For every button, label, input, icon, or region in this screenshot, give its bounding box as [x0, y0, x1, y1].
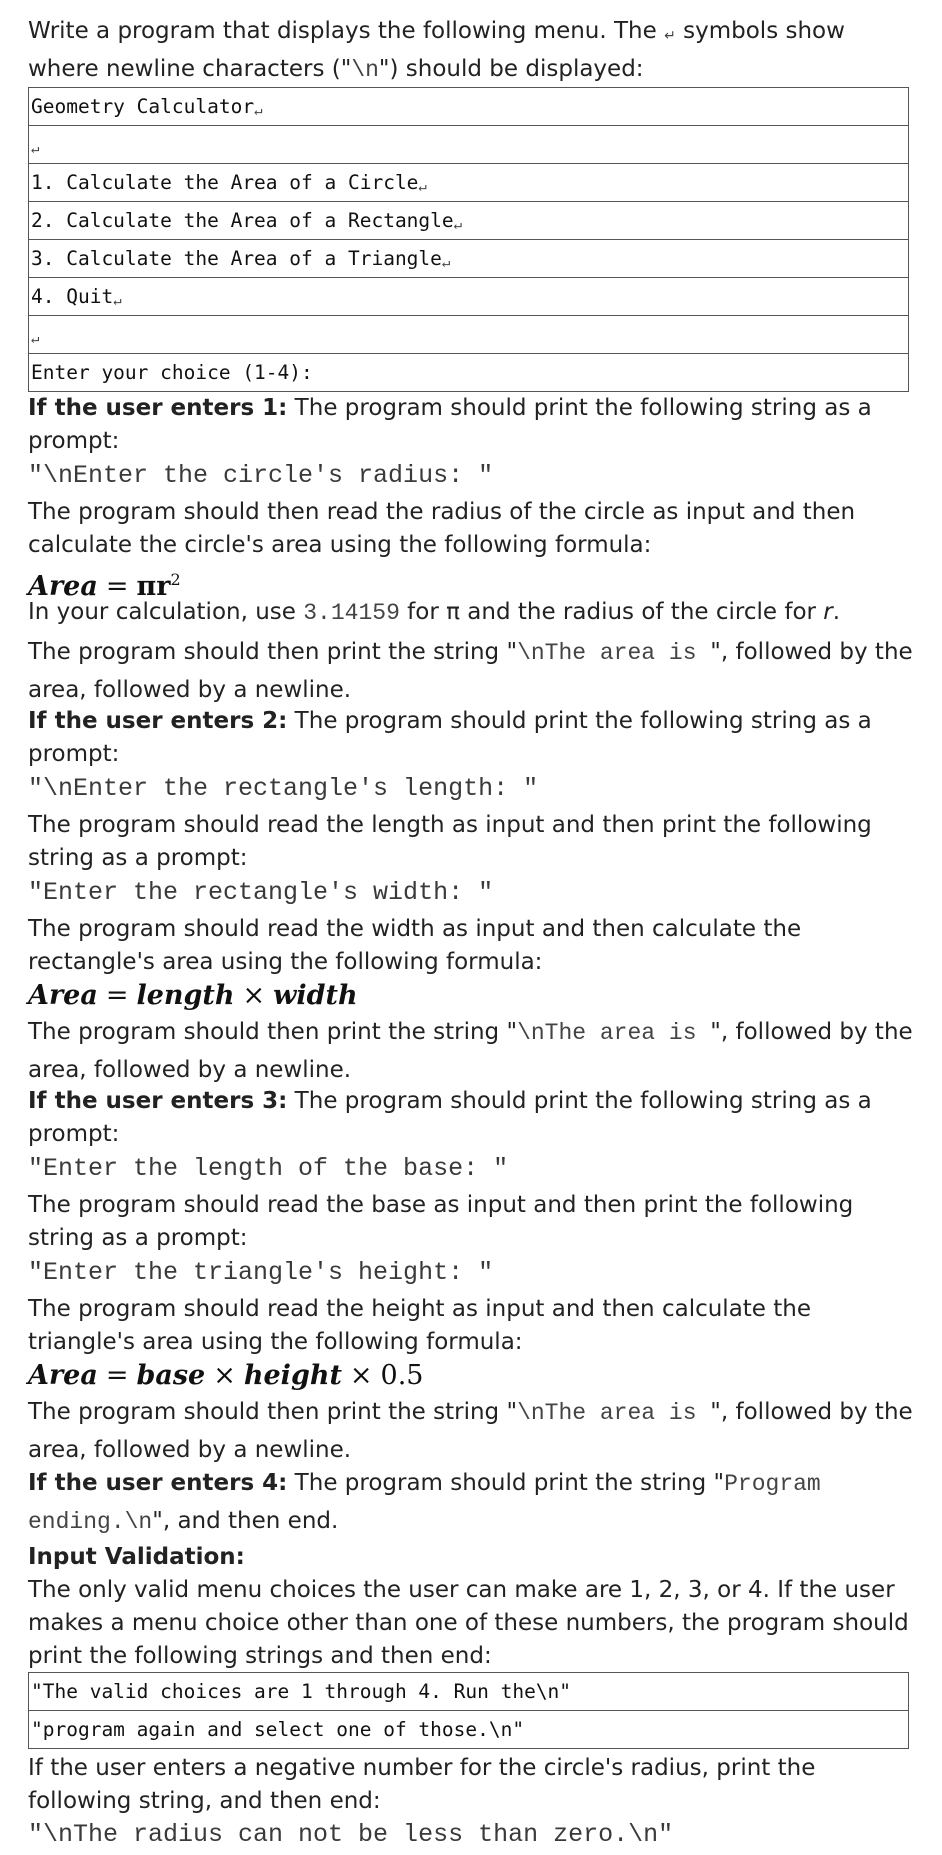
validation-paragraph: If the user enters a negative number for the circle's radius, print the following string, and then end:: [28, 1755, 816, 1814]
table-row: [29, 240, 909, 278]
prompt-code: "Enter the triangle's height: ": [28, 1258, 494, 1287]
table-cell: "program again and select one of those.\n": [29, 1711, 909, 1749]
choice-label: If the user enters 1:: [28, 395, 288, 421]
output-code: Program ending.\n: [28, 1471, 821, 1535]
area-formula: Area = $\pi r^2$: [28, 570, 181, 602]
return-symbol-icon: ↵: [113, 292, 122, 309]
output-code: \nThe area is: [517, 640, 711, 666]
choice2-paragraph: The program should then print the string "\nThe area is ", followed by the area, followed by a newline.: [28, 1019, 913, 1083]
choice3-paragraph: The program should then print the string "\nThe area is ", followed by the area, followed by a newline.: [28, 1399, 913, 1463]
return-symbol-icon: ↵: [254, 102, 263, 119]
validation-table: [28, 1672, 909, 1749]
table-row: [29, 316, 909, 354]
intro-text: symbols show where newline characters (: [28, 18, 845, 82]
table-cell: Geometry Calculator↵: [29, 88, 909, 126]
choice-text: The program should print the following string as a prompt:: [28, 1088, 872, 1147]
menu-table: [28, 87, 909, 392]
choice1-paragraph: The program should then read the radius of the circle as input and then calculate the circle's area using the following formula:: [28, 499, 856, 558]
prompt-code: "Enter the length of the base: ": [28, 1154, 509, 1183]
choice-label: If the user enters 4:: [28, 1470, 288, 1496]
choice2-paragraph: [28, 705, 914, 771]
table-row: [29, 354, 909, 392]
table-row: [29, 278, 909, 316]
return-symbol-icon: ↵: [31, 140, 40, 157]
table-cell: 4. Quit↵: [29, 278, 909, 316]
table-row: [29, 1711, 909, 1749]
pi-value-code: 3.14159: [303, 600, 400, 626]
choice-label: If the user enters 3:: [28, 1088, 288, 1114]
table-cell: [29, 126, 909, 164]
choice-label: If the user enters 2:: [28, 708, 288, 734]
intro-paragraph: [28, 15, 914, 87]
return-symbol-icon: ↵: [31, 330, 40, 347]
prompt-code: "\nEnter the circle's radius: ": [28, 461, 494, 490]
validation-heading: Input Validation:: [28, 1544, 245, 1570]
choice1-paragraph: [28, 392, 914, 458]
validation-paragraph: The only valid menu choices the user can make are 1, 2, 3, or 4. If the user makes a menu choice other than one of these numbers, the program should print the following strings and then end:: [28, 1577, 909, 1669]
choice3-paragraph: The program should read the height as input and then calculate the triangle's area using the following formula:: [28, 1296, 812, 1355]
choice1-paragraph: In your calculation, use 3.14159 for π and the radius of the circle for r.: [28, 599, 841, 626]
table-cell: 2. Calculate the Area of a Rectangle↵: [29, 202, 909, 240]
table-cell: Enter your choice (1-4):: [29, 354, 909, 392]
table-row: [29, 202, 909, 240]
table-row: [29, 164, 909, 202]
choice-text: The program should print the following string as a prompt:: [28, 395, 872, 454]
intro-text: Write a program that displays the following menu. The: [28, 18, 665, 44]
return-symbol-icon: ↵: [418, 178, 427, 195]
output-code: \nThe area is: [517, 1400, 711, 1426]
choice1-paragraph: The program should then print the string "\nThe area is ", followed by the area, followed by a newline.: [28, 639, 913, 703]
area-formula: Area = base × height × 0.5: [28, 1360, 424, 1391]
area-formula: Area = length × width: [28, 980, 358, 1011]
return-symbol-icon: ↵: [441, 254, 451, 271]
prompt-code: "\nEnter the rectangle's length: ": [28, 774, 539, 803]
table-cell: 1. Calculate the Area of a Circle↵: [29, 164, 909, 202]
table-row: [29, 88, 909, 126]
table-cell: [29, 316, 909, 354]
choice2-paragraph: The program should read the width as input and then calculate the rectangle's area using the following formula:: [28, 916, 802, 975]
quote: ": [378, 56, 390, 82]
table-cell: "The valid choices are 1 through 4. Run the\n": [29, 1673, 909, 1711]
quote: ": [340, 56, 352, 82]
return-symbol-icon: ↵: [664, 28, 676, 44]
return-symbol-icon: ↵: [453, 216, 463, 233]
table-row: [29, 1673, 909, 1711]
choice4-paragraph: If the user enters 4: The program should print the string "Program ending.\n", and then end.: [28, 1470, 821, 1535]
choice-text: The program should print the following string as a prompt:: [28, 708, 872, 767]
newline-code: \n: [351, 57, 379, 83]
choice3-paragraph: [28, 1085, 914, 1151]
table-cell: 3. Calculate the Area of a Triangle↵: [29, 240, 909, 278]
prompt-code: "\nThe radius can not be less than zero.\n": [28, 1820, 674, 1849]
output-code: \nThe area is: [517, 1020, 711, 1046]
table-row: [29, 126, 909, 164]
choice3-paragraph: The program should read the base as input and then print the following string as a prompt:: [28, 1192, 854, 1251]
choice2-paragraph: The program should read the length as input and then print the following string as a prompt:: [28, 812, 872, 871]
prompt-code: "Enter the rectangle's width: ": [28, 878, 494, 907]
intro-text: ) should be displayed:: [389, 56, 644, 82]
